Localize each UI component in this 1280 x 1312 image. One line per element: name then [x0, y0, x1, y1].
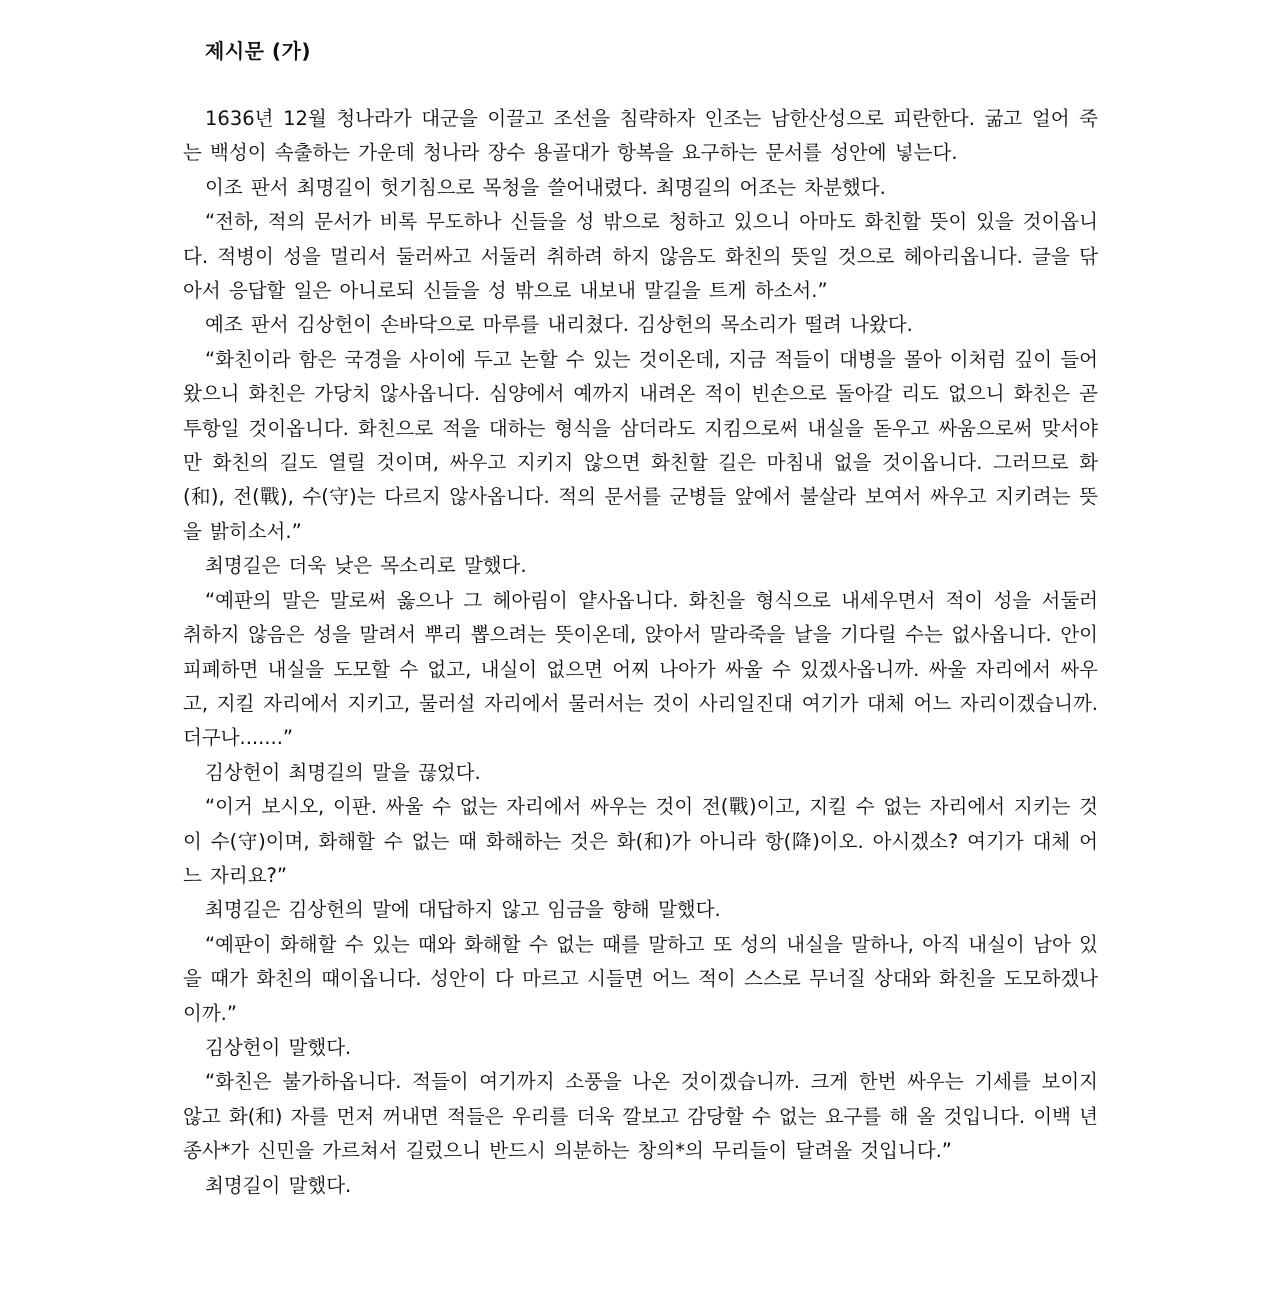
paragraph-narration: 최명길은 김상헌의 말에 대답하지 않고 임금을 향해 말했다.	[205, 898, 721, 922]
passage-body	[183, 102, 1098, 1203]
paragraph-dialogue: “화친은 불가하옵니다. 적들이 여기까지 소풍을 나온 것이겠습니까. 크게 한번 싸우는 기세를 보이지 않고 화(和) 자를 먼저 꺼내면 적들은 우리를 더욱 깔보고 감당할 수 없는 요구를 해 올 것입니다. 이백 년 종사*가 신민을 가르쳐서 길렀으니 반드시 의분하는 창의*의 무리들이 달려올 것입니다.”	[183, 1070, 1098, 1163]
paragraph-dialogue: “예판의 말은 말로써 옳으나 그 헤아림이 얕사옵니다. 화친을 형식으로 내세우면서 적이 성을 서둘러 취하지 않음은 성을 말려서 뿌리 뽑으려는 뜻이온데, 앉아서 말라죽을 날을 기다릴 수는 없사옵니다. 안이 피폐하면 내실을 도모할 수 없고, 내실이 없으면 어찌 나아가 싸울 수 있겠사옵니까. 싸울 자리에서 싸우고, 지킬 자리에서 지키고, 물러설 자리에서 물러서는 것이 사리일진대 여기가 대체 어느 자리이겠습니까. 더구나.......”	[183, 588, 1098, 750]
paragraph-narration: 이조 판서 최명길이 헛기침으로 목청을 쓸어내렸다. 최명길의 어조는 차분했다.	[205, 175, 886, 199]
paragraph-dialogue: “화친이라 함은 국경을 사이에 두고 논할 수 있는 것이온데, 지금 적들이 대병을 몰아 이처럼 깊이 들어왔으니 화친은 가당치 않사옵니다. 심양에서 예까지 내려온 적이 빈손으로 돌아갈 리도 없으니 화친은 곧 투항일 것이옵니다. 화친으로 적을 대하는 형식을 삼더라도 지킴으로써 내실을 돋우고 싸움으로써 맞서야만 화친의 길도 열릴 것이며, 싸우고 지키지 않으면 화친할 길은 마침내 없을 것이옵니다. 그러므로 화(和), 전(戰), 수(守)는 다르지 않사옵니다. 적의 문서를 군병들 앞에서 불살라 보여서 싸우고 지키려는 뜻을 밝히소서.”	[183, 347, 1098, 543]
paragraph-narration: 김상헌이 최명길의 말을 끊었다.	[205, 760, 481, 784]
paragraph-dialogue: “이거 보시오, 이판. 싸울 수 없는 자리에서 싸우는 것이 전(戰)이고, 지킬 수 없는 자리에서 지키는 것이 수(守)이며, 화해할 수 없는 때 화해하는 것은 화(和)가 아니라 항(降)이오. 아시겠소? 여기가 대체 어느 자리요?”	[183, 795, 1098, 887]
passage-heading: 제시문 (가)	[205, 39, 312, 63]
paragraph-narration: 최명길은 더욱 낮은 목소리로 말했다.	[205, 554, 527, 578]
paragraph-narration: 예조 판서 김상헌이 손바닥으로 마루를 내리쳤다. 김상헌의 목소리가 떨려 나왔다.	[205, 313, 913, 337]
paragraph-dialogue: “예판이 화해할 수 있는 때와 화해할 수 없는 때를 말하고 또 성의 내실을 말하나, 아직 내실이 남아 있을 때가 화친의 때이옵니다. 성안이 다 마르고 시들면 어느 적이 스스로 무너질 상대와 화친을 도모하겠나이까.”	[183, 932, 1098, 1025]
paragraph-dialogue: “전하, 적의 문서가 비록 무도하나 신들을 성 밖으로 청하고 있으니 아마도 화친할 뜻이 있을 것이옵니다. 적병이 성을 멀리서 둘러싸고 서둘러 취하려 하지 않음도 화친의 뜻일 것으로 헤아리옵니다. 글을 닦아서 응답할 일은 아니로되 신들을 성 밖으로 내보내 말길을 트게 하소서.”	[183, 210, 1098, 303]
paragraph-narration: 최명길이 말했다.	[205, 1173, 352, 1197]
paragraph-narration: 김상헌이 말했다.	[205, 1035, 352, 1059]
paragraph-intro: 1636년 12월 청나라가 대군을 이끌고 조선을 침략하자 인조는 남한산성으로 피란한다. 굶고 얼어 죽는 백성이 속출하는 가운데 청나라 장수 용골대가 항복을 요구하는 문서를 성안에 넣는다.	[183, 107, 1098, 165]
